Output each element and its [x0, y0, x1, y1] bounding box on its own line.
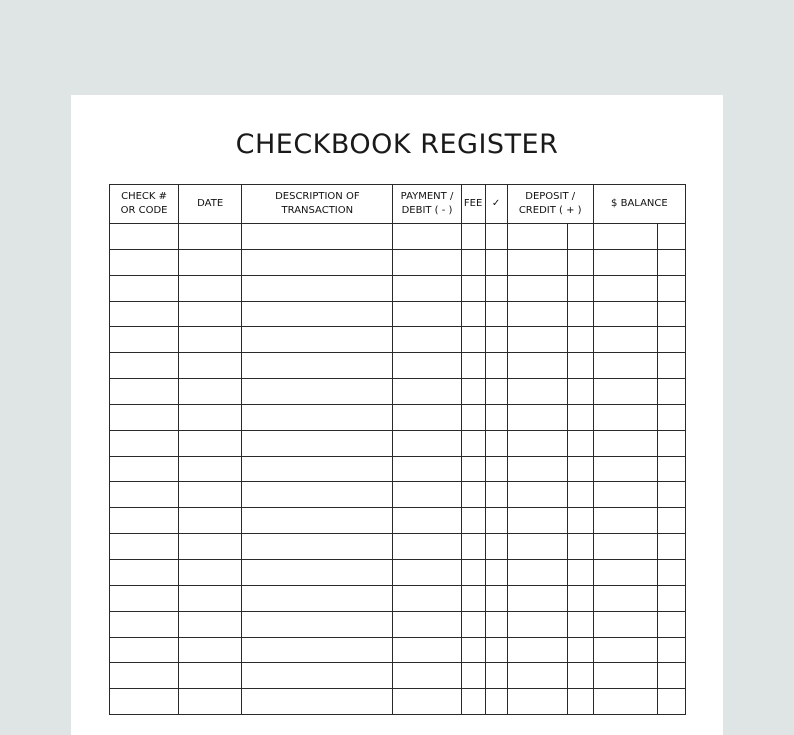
fee-cell[interactable]: [461, 456, 485, 482]
description-cell[interactable]: [242, 353, 393, 379]
cleared-cell[interactable]: [485, 663, 507, 689]
deposit-cents-cell[interactable]: [567, 353, 593, 379]
deposit-cell[interactable]: [507, 353, 567, 379]
register-row: [110, 430, 686, 456]
fee-cell[interactable]: [461, 585, 485, 611]
cleared-cell[interactable]: [485, 689, 507, 715]
deposit-cell[interactable]: [507, 637, 567, 663]
balance-cents-cell[interactable]: [657, 585, 685, 611]
check-code-cell[interactable]: [110, 559, 179, 585]
date-cell[interactable]: [179, 301, 242, 327]
check-code-cell[interactable]: [110, 404, 179, 430]
balance-cents-cell[interactable]: [657, 404, 685, 430]
deposit-cell[interactable]: [507, 611, 567, 637]
register-row: [110, 508, 686, 534]
description-cell[interactable]: [242, 508, 393, 534]
date-cell[interactable]: [179, 430, 242, 456]
balance-cell[interactable]: [593, 275, 657, 301]
description-cell[interactable]: [242, 689, 393, 715]
payment-cell[interactable]: [393, 301, 461, 327]
deposit-cents-cell[interactable]: [567, 224, 593, 250]
description-cell[interactable]: [242, 275, 393, 301]
check-code-cell[interactable]: [110, 482, 179, 508]
register-row: [110, 482, 686, 508]
date-cell[interactable]: [179, 224, 242, 250]
cleared-cell[interactable]: [485, 404, 507, 430]
payment-cell[interactable]: [393, 482, 461, 508]
payment-cell[interactable]: [393, 663, 461, 689]
deposit-cell[interactable]: [507, 224, 567, 250]
check-code-cell[interactable]: [110, 301, 179, 327]
balance-cell[interactable]: [593, 404, 657, 430]
header-description: DESCRIPTION OF TRANSACTION: [242, 185, 393, 224]
date-cell[interactable]: [179, 456, 242, 482]
header-date: DATE: [179, 185, 242, 224]
fee-cell[interactable]: [461, 249, 485, 275]
fee-cell[interactable]: [461, 301, 485, 327]
check-code-cell[interactable]: [110, 534, 179, 560]
checkmark-icon: ✓: [485, 185, 507, 224]
deposit-cents-cell[interactable]: [567, 379, 593, 405]
cleared-cell[interactable]: [485, 379, 507, 405]
cleared-cell[interactable]: [485, 301, 507, 327]
fee-cell[interactable]: [461, 534, 485, 560]
description-cell[interactable]: [242, 301, 393, 327]
date-cell[interactable]: [179, 353, 242, 379]
balance-cents-cell[interactable]: [657, 224, 685, 250]
payment-cell[interactable]: [393, 353, 461, 379]
payment-cell[interactable]: [393, 637, 461, 663]
description-cell[interactable]: [242, 456, 393, 482]
description-cell[interactable]: [242, 611, 393, 637]
deposit-cell[interactable]: [507, 456, 567, 482]
date-cell[interactable]: [179, 327, 242, 353]
balance-cell[interactable]: [593, 663, 657, 689]
check-code-cell[interactable]: [110, 379, 179, 405]
check-code-cell[interactable]: [110, 637, 179, 663]
balance-cell[interactable]: [593, 379, 657, 405]
description-cell[interactable]: [242, 637, 393, 663]
description-cell[interactable]: [242, 379, 393, 405]
payment-cell[interactable]: [393, 611, 461, 637]
balance-cents-cell[interactable]: [657, 379, 685, 405]
balance-cents-cell[interactable]: [657, 663, 685, 689]
cleared-cell[interactable]: [485, 611, 507, 637]
deposit-cell[interactable]: [507, 430, 567, 456]
payment-cell[interactable]: [393, 224, 461, 250]
fee-cell[interactable]: [461, 275, 485, 301]
header-row: [110, 185, 686, 224]
deposit-cell[interactable]: [507, 689, 567, 715]
header-balance: $ BALANCE: [593, 185, 685, 224]
register-row: [110, 456, 686, 482]
register-row: [110, 353, 686, 379]
cleared-cell[interactable]: [485, 559, 507, 585]
payment-cell[interactable]: [393, 585, 461, 611]
cleared-cell[interactable]: [485, 275, 507, 301]
deposit-cell[interactable]: [507, 559, 567, 585]
balance-cell[interactable]: [593, 689, 657, 715]
register-sheet: [71, 95, 723, 735]
check-code-cell[interactable]: [110, 689, 179, 715]
payment-cell[interactable]: [393, 327, 461, 353]
fee-cell[interactable]: [461, 379, 485, 405]
deposit-cell[interactable]: [507, 249, 567, 275]
register-row: [110, 663, 686, 689]
check-code-cell[interactable]: [110, 430, 179, 456]
fee-cell[interactable]: [461, 224, 485, 250]
check-code-cell[interactable]: [110, 327, 179, 353]
cleared-cell[interactable]: [485, 508, 507, 534]
date-cell[interactable]: [179, 559, 242, 585]
description-cell[interactable]: [242, 585, 393, 611]
balance-cents-cell[interactable]: [657, 456, 685, 482]
deposit-cents-cell[interactable]: [567, 611, 593, 637]
check-code-cell[interactable]: [110, 663, 179, 689]
balance-cents-cell[interactable]: [657, 689, 685, 715]
balance-cents-cell[interactable]: [657, 508, 685, 534]
date-cell[interactable]: [179, 663, 242, 689]
balance-cell[interactable]: [593, 456, 657, 482]
deposit-cents-cell[interactable]: [567, 275, 593, 301]
cleared-cell[interactable]: [485, 456, 507, 482]
header-fee: FEE: [461, 185, 485, 224]
deposit-cell[interactable]: [507, 275, 567, 301]
register-row: [110, 275, 686, 301]
balance-cents-cell[interactable]: [657, 301, 685, 327]
fee-cell[interactable]: [461, 353, 485, 379]
cleared-cell[interactable]: [485, 637, 507, 663]
description-cell[interactable]: [242, 249, 393, 275]
date-cell[interactable]: [179, 689, 242, 715]
deposit-cents-cell[interactable]: [567, 534, 593, 560]
deposit-cents-cell[interactable]: [567, 404, 593, 430]
balance-cell[interactable]: [593, 327, 657, 353]
balance-cents-cell[interactable]: [657, 275, 685, 301]
balance-cell[interactable]: [593, 301, 657, 327]
check-code-cell[interactable]: [110, 249, 179, 275]
balance-cell[interactable]: [593, 430, 657, 456]
register-row: [110, 559, 686, 585]
balance-cents-cell[interactable]: [657, 559, 685, 585]
fee-cell[interactable]: [461, 637, 485, 663]
register-row: [110, 379, 686, 405]
register-body: [110, 224, 686, 715]
cleared-cell[interactable]: [485, 430, 507, 456]
register-row: [110, 585, 686, 611]
date-cell[interactable]: [179, 404, 242, 430]
register-row: [110, 534, 686, 560]
deposit-cell[interactable]: [507, 663, 567, 689]
description-cell[interactable]: [242, 663, 393, 689]
balance-cell[interactable]: [593, 482, 657, 508]
description-cell[interactable]: [242, 482, 393, 508]
balance-cell[interactable]: [593, 559, 657, 585]
register-row: [110, 249, 686, 275]
fee-cell[interactable]: [461, 559, 485, 585]
header-payment-debit: PAYMENT / DEBIT ( - ): [393, 185, 461, 224]
payment-cell[interactable]: [393, 430, 461, 456]
balance-cents-cell[interactable]: [657, 353, 685, 379]
deposit-cents-cell[interactable]: [567, 327, 593, 353]
register-table: [109, 184, 686, 715]
register-row: [110, 327, 686, 353]
fee-cell[interactable]: [461, 482, 485, 508]
check-code-cell[interactable]: [110, 611, 179, 637]
fee-cell[interactable]: [461, 689, 485, 715]
description-cell[interactable]: [242, 430, 393, 456]
description-cell[interactable]: [242, 327, 393, 353]
balance-cents-cell[interactable]: [657, 637, 685, 663]
balance-cell[interactable]: [593, 353, 657, 379]
register-row: [110, 689, 686, 715]
deposit-cell[interactable]: [507, 301, 567, 327]
date-cell[interactable]: [179, 482, 242, 508]
description-cell[interactable]: [242, 534, 393, 560]
deposit-cell[interactable]: [507, 404, 567, 430]
date-cell[interactable]: [179, 585, 242, 611]
deposit-cents-cell[interactable]: [567, 430, 593, 456]
deposit-cents-cell[interactable]: [567, 456, 593, 482]
check-code-cell[interactable]: [110, 353, 179, 379]
date-cell[interactable]: [179, 637, 242, 663]
deposit-cell[interactable]: [507, 327, 567, 353]
description-cell[interactable]: [242, 559, 393, 585]
deposit-cell[interactable]: [507, 482, 567, 508]
balance-cents-cell[interactable]: [657, 534, 685, 560]
deposit-cell[interactable]: [507, 379, 567, 405]
deposit-cents-cell[interactable]: [567, 637, 593, 663]
payment-cell[interactable]: [393, 456, 461, 482]
balance-cell[interactable]: [593, 611, 657, 637]
balance-cents-cell[interactable]: [657, 482, 685, 508]
balance-cents-cell[interactable]: [657, 327, 685, 353]
check-code-cell[interactable]: [110, 275, 179, 301]
fee-cell[interactable]: [461, 404, 485, 430]
date-cell[interactable]: [179, 249, 242, 275]
balance-cell[interactable]: [593, 534, 657, 560]
deposit-cell[interactable]: [507, 534, 567, 560]
fee-cell[interactable]: [461, 611, 485, 637]
date-cell[interactable]: [179, 379, 242, 405]
deposit-cents-cell[interactable]: [567, 689, 593, 715]
check-code-cell[interactable]: [110, 508, 179, 534]
deposit-cents-cell[interactable]: [567, 508, 593, 534]
payment-cell[interactable]: [393, 534, 461, 560]
check-code-cell[interactable]: [110, 585, 179, 611]
deposit-cell[interactable]: [507, 508, 567, 534]
page-title: CHECKBOOK REGISTER: [235, 129, 559, 160]
deposit-cell[interactable]: [507, 585, 567, 611]
description-cell[interactable]: [242, 404, 393, 430]
balance-cell[interactable]: [593, 637, 657, 663]
header-deposit-credit: DEPOSIT / CREDIT ( + ): [507, 185, 593, 224]
balance-cell[interactable]: [593, 224, 657, 250]
check-code-cell[interactable]: [110, 224, 179, 250]
payment-cell[interactable]: [393, 275, 461, 301]
balance-cell[interactable]: [593, 508, 657, 534]
check-code-cell[interactable]: [110, 456, 179, 482]
register-row: [110, 224, 686, 250]
payment-cell[interactable]: [393, 689, 461, 715]
payment-cell[interactable]: [393, 249, 461, 275]
register-row: [110, 404, 686, 430]
cleared-cell[interactable]: [485, 224, 507, 250]
cleared-cell[interactable]: [485, 249, 507, 275]
payment-cell[interactable]: [393, 508, 461, 534]
cleared-cell[interactable]: [485, 585, 507, 611]
cleared-cell[interactable]: [485, 353, 507, 379]
balance-cents-cell[interactable]: [657, 430, 685, 456]
date-cell[interactable]: [179, 611, 242, 637]
payment-cell[interactable]: [393, 404, 461, 430]
date-cell[interactable]: [179, 508, 242, 534]
register-row: [110, 611, 686, 637]
cleared-cell[interactable]: [485, 482, 507, 508]
balance-cell[interactable]: [593, 585, 657, 611]
payment-cell[interactable]: [393, 559, 461, 585]
fee-cell[interactable]: [461, 327, 485, 353]
deposit-cents-cell[interactable]: [567, 559, 593, 585]
date-cell[interactable]: [179, 534, 242, 560]
fee-cell[interactable]: [461, 508, 485, 534]
payment-cell[interactable]: [393, 379, 461, 405]
header-check-code: CHECK # OR CODE: [110, 185, 179, 224]
balance-cents-cell[interactable]: [657, 611, 685, 637]
deposit-cents-cell[interactable]: [567, 301, 593, 327]
cleared-cell[interactable]: [485, 327, 507, 353]
date-cell[interactable]: [179, 275, 242, 301]
register-row: [110, 301, 686, 327]
deposit-cents-cell[interactable]: [567, 482, 593, 508]
deposit-cents-cell[interactable]: [567, 663, 593, 689]
balance-cell[interactable]: [593, 249, 657, 275]
register-row: [110, 637, 686, 663]
deposit-cents-cell[interactable]: [567, 585, 593, 611]
deposit-cents-cell[interactable]: [567, 249, 593, 275]
cleared-cell[interactable]: [485, 534, 507, 560]
fee-cell[interactable]: [461, 663, 485, 689]
description-cell[interactable]: [242, 224, 393, 250]
balance-cents-cell[interactable]: [657, 249, 685, 275]
fee-cell[interactable]: [461, 430, 485, 456]
